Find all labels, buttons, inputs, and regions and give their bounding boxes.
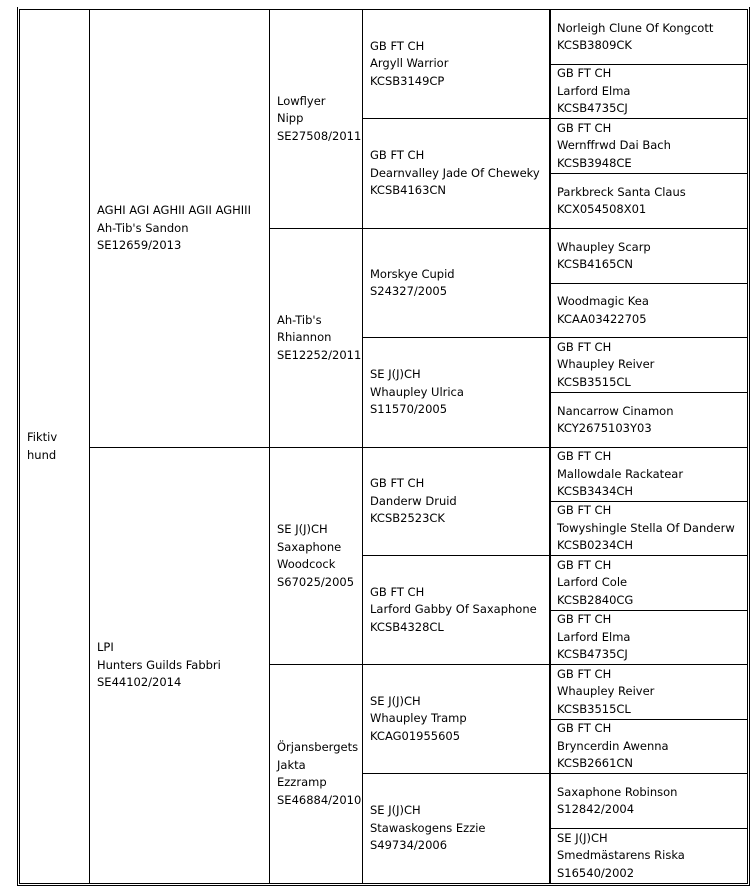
entry-line: SE J(J)CH: [370, 693, 421, 708]
entry-line: Jakta: [277, 757, 306, 772]
entry-line: KCSB3149CP: [370, 73, 445, 88]
entry-line: Argyll Warrior: [370, 56, 449, 71]
great-grandparent-cell: [362, 9, 550, 119]
entry-line: KCAG01955605: [370, 728, 461, 743]
parent-cell: [89, 447, 270, 884]
entry-line: Lowflyer: [277, 93, 326, 108]
entry-line: KCSB3809CK: [557, 38, 632, 52]
entry-line: S49734/2006: [370, 838, 448, 853]
great-grandparent-cell: [362, 228, 550, 338]
table-border-line: [17, 885, 750, 886]
entry-line: Bryncerdin Awenna: [557, 738, 669, 753]
grandparent-cell: [269, 664, 363, 884]
entry-line: KCSB0234CH: [557, 538, 634, 553]
great-grandparent-cell: [362, 555, 550, 665]
entry-line: LPI: [97, 640, 114, 655]
entry-line: KCSB4165CN: [557, 257, 634, 271]
great-grandparent-cell: [362, 773, 550, 884]
entry-line: hund: [27, 447, 57, 462]
entry-line: Saxaphone: [277, 539, 342, 554]
entry-line: KCSB3515CL: [557, 374, 631, 389]
great-grandparent-cell: [362, 447, 550, 556]
entry-line: Ezzramp: [277, 775, 327, 789]
great-great-grandparent-cell: [549, 283, 748, 338]
entry-line: KCY2675103Y03: [557, 421, 652, 435]
great-great-grandparent-cell: [549, 228, 748, 284]
entry-line: GB FT CH: [370, 584, 425, 599]
entry-line: Örjansbergets: [277, 740, 359, 754]
entry-line: GB FT CH: [557, 557, 612, 572]
entry-line: GB FT CH: [370, 476, 425, 491]
great-great-grandparent-cell: [549, 64, 748, 119]
entry-line: Ah-Tib's Sandon: [97, 220, 189, 235]
parent-cell: [89, 9, 270, 448]
entry-line: SE46884/2010: [277, 792, 362, 807]
entry-line: SE J(J)CH: [277, 522, 328, 536]
entry-line: AGHI AGI AGHII AGII AGHIII: [97, 203, 251, 218]
entry-line: S12842/2004: [557, 802, 635, 816]
entry-line: Woodcock: [277, 557, 336, 571]
entry-line: Saxaphone Robinson: [557, 784, 678, 799]
entry-line: SE J(J)CH: [370, 803, 421, 818]
entry-line: GB FT CH: [557, 120, 612, 135]
entry-line: GB FT CH: [370, 148, 425, 163]
great-great-grandparent-cell: [549, 664, 748, 720]
entry-line: KCSB4735CJ: [557, 101, 628, 116]
table-border-line: [550, 9, 551, 884]
great-great-grandparent-cell: [549, 828, 748, 884]
entry-line: KCSB3948CE: [557, 155, 632, 170]
entry-line: Larford Cole: [557, 575, 628, 590]
entry-line: KCSB3434CH: [557, 484, 634, 499]
entry-line: S11570/2005: [370, 402, 448, 417]
entry-line: S16540/2002: [557, 865, 635, 880]
entry-line: KCSB4735CJ: [557, 647, 628, 662]
entry-line: SE J(J)CH: [370, 367, 421, 382]
great-great-grandparent-cell: [549, 773, 748, 829]
entry-line: Rhiannon: [277, 330, 332, 345]
grandparent-cell: [269, 228, 363, 448]
entry-line: GB FT CH: [557, 66, 612, 81]
entry-line: Whaupley Reiver: [557, 684, 655, 699]
entry-line: Smedmästarens Riska: [557, 848, 685, 863]
table-border-line: [749, 7, 750, 886]
entry-line: SE27508/2011: [277, 128, 362, 143]
entry-line: SE12252/2011: [277, 347, 362, 362]
entry-line: Larford Gabby Of Saxaphone: [370, 602, 537, 617]
entry-line: Fiktiv: [27, 430, 58, 444]
great-grandparent-cell: [362, 337, 550, 448]
great-great-grandparent-cell: [549, 719, 748, 774]
entry-line: S24327/2005: [370, 284, 448, 298]
entry-line: Wernffrwd Dai Bach: [557, 138, 671, 153]
entry-line: SE12659/2013: [97, 238, 182, 253]
great-great-grandparent-cell: [549, 118, 748, 174]
entry-line: KCSB4328CL: [370, 619, 444, 634]
grandparent-cell: [269, 447, 363, 665]
entry-line: Mallowdale Rackatear: [557, 466, 684, 481]
entry-line: KCSB2523CK: [370, 511, 445, 526]
entry-line: SE44102/2014: [97, 675, 182, 690]
great-great-grandparent-cell: [549, 501, 748, 556]
great-great-grandparent-cell: [549, 392, 748, 448]
entry-line: GB FT CH: [557, 612, 612, 627]
entry-line: Whaupley Reiver: [557, 357, 655, 372]
entry-line: SE J(J)CH: [557, 830, 608, 845]
great-great-grandparent-cell: [549, 9, 748, 65]
entry-line: GB FT CH: [370, 38, 425, 53]
entry-line: Danderw Druid: [370, 493, 457, 508]
great-great-grandparent-cell: [549, 610, 748, 665]
entry-line: Whaupley Ulrica: [370, 384, 464, 399]
entry-line: Morskye Cupid: [370, 266, 455, 281]
great-great-grandparent-cell: [549, 447, 748, 502]
great-great-grandparent-cell: [549, 173, 748, 229]
entry-line: Woodmagic Kea: [557, 294, 649, 308]
great-great-grandparent-cell: [549, 337, 748, 393]
entry-line: KCSB4163CN: [370, 183, 447, 198]
entry-line: KCSB3515CL: [557, 701, 631, 716]
entry-line: KCX054508X01: [557, 202, 647, 216]
entry-line: Larford Elma: [557, 83, 631, 98]
entry-line: Whaupley Scarp: [557, 239, 651, 254]
table-border-line: [17, 7, 18, 886]
entry-line: Norleigh Clune Of Kongcott: [557, 20, 714, 35]
entry-line: Larford Elma: [557, 629, 631, 644]
entry-line: Stawaskogens Ezzie: [370, 820, 486, 835]
entry-line: GB FT CH: [557, 721, 612, 736]
entry-line: KCAA03422705: [557, 311, 647, 326]
great-grandparent-cell: [362, 664, 550, 774]
entry-line: Whaupley Tramp: [370, 711, 467, 726]
entry-line: Towyshingle Stella Of Danderw: [557, 520, 735, 535]
entry-line: KCSB2661CN: [557, 756, 634, 771]
grandparent-cell: [269, 9, 363, 229]
subject-dog-cell: [19, 9, 90, 884]
entry-line: GB FT CH: [557, 666, 612, 681]
great-great-grandparent-cell: [549, 555, 748, 611]
entry-line: GB FT CH: [557, 449, 612, 464]
entry-line: Nipp: [277, 111, 304, 126]
entry-line: GB FT CH: [557, 339, 612, 354]
entry-line: Dearnvalley Jade Of Cheweky: [370, 165, 540, 180]
entry-line: Nancarrow Cinamon: [557, 403, 674, 418]
entry-line: GB FT CH: [557, 503, 612, 518]
great-grandparent-cell: [362, 118, 550, 229]
entry-line: Ah-Tib's: [277, 312, 322, 327]
entry-line: Hunters Guilds Fabbri: [97, 657, 221, 672]
entry-line: Parkbreck Santa Claus: [557, 184, 686, 199]
entry-line: KCSB2840CG: [557, 592, 634, 607]
entry-line: S67025/2005: [277, 574, 355, 589]
